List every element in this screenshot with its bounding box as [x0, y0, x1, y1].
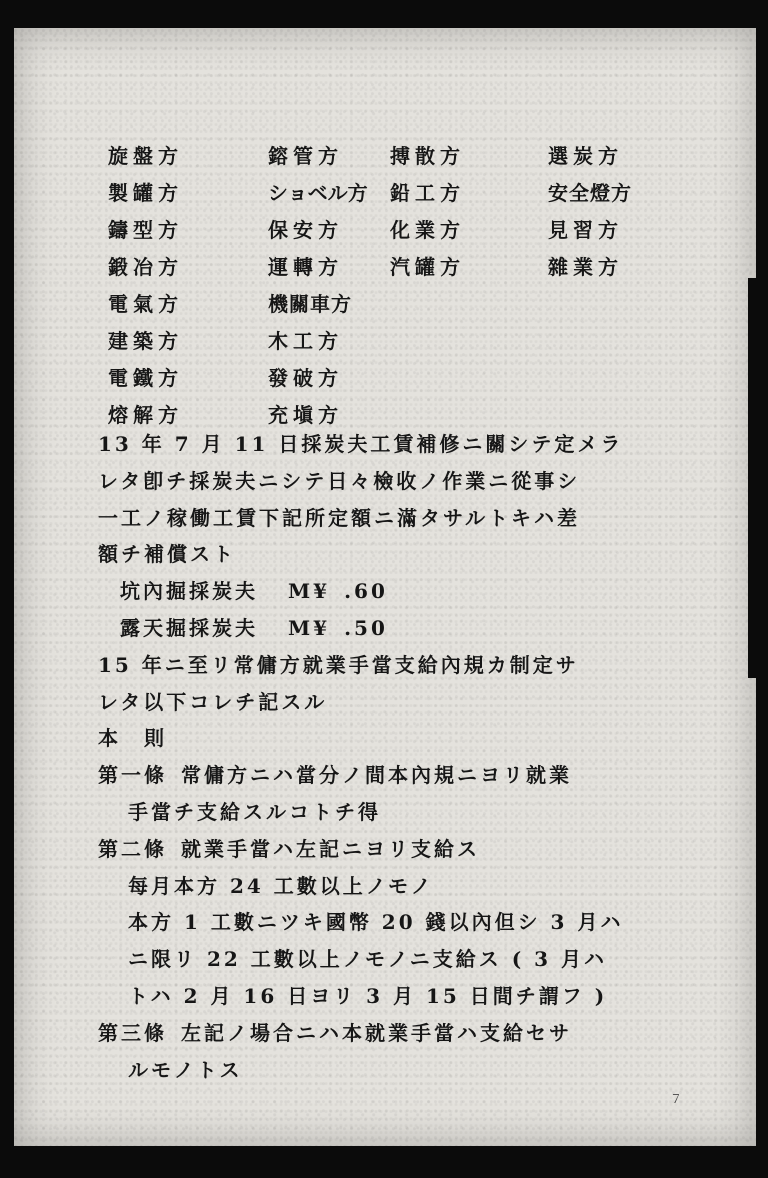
article-text: 就業手當ハ左記ニヨリ支給ス: [181, 836, 480, 861]
article-line: [98, 1015, 718, 1052]
trade-cell: 發破方: [268, 366, 343, 390]
trade-cell: 運轉方: [268, 255, 343, 279]
trade-cell: 熔解方: [108, 403, 183, 427]
trade-cell: 鑄型方: [108, 218, 183, 242]
grid-row: [108, 210, 668, 247]
trade-cell: 安全燈方: [548, 181, 632, 205]
article-line: ニ限リ 22 工數以上ノモノニ支給ス ( 3 月ハ: [128, 947, 608, 972]
body-text: [98, 426, 718, 1088]
trade-cell: 電氣方: [108, 292, 183, 316]
margin-mark: ７: [670, 1092, 683, 1106]
trade-cell: 見習方: [548, 218, 623, 242]
article-label: 第二條: [98, 836, 167, 861]
wage-value: .50: [344, 615, 388, 640]
paragraph-line: 15 年ニ至リ常傭方就業手當支給內規カ制定サ: [98, 652, 579, 677]
article-line: 手當チ支給スルコトチ得: [128, 799, 381, 824]
wage-currency: M¥: [288, 615, 331, 640]
trade-cell: 鎔管方: [268, 144, 343, 168]
wage-label: 露天掘採炭夫: [120, 615, 258, 640]
wage-row: [98, 610, 718, 647]
article-line: ルモノトス: [128, 1057, 243, 1082]
article-line: トハ 2 月 16 日ヨリ 3 月 15 日間チ謂フ ): [128, 983, 608, 1008]
grid-row: [108, 284, 668, 321]
trade-cell: 鉛工方: [390, 181, 465, 205]
article-label: 第一條: [98, 763, 167, 788]
grid-row: [108, 173, 668, 210]
trade-cell: 選炭方: [548, 144, 623, 168]
trade-cell: 搏散方: [390, 144, 465, 168]
paragraph-line: 額チ補償スト: [98, 542, 236, 567]
wage-value: .60: [344, 579, 388, 604]
trade-cell: 電鐵方: [108, 366, 183, 390]
trade-cell: 旋盤方: [108, 144, 183, 168]
wage-label: 坑內掘採炭夫: [120, 579, 258, 604]
document-page: [14, 28, 756, 1146]
paragraph-line: 13 年 7 月 11 日採炭夫工賃補修ニ關シテ定メラ: [98, 432, 624, 456]
trade-cell: 保安方: [268, 218, 343, 242]
page-edge-notch: [748, 278, 756, 678]
article-text: 左記ノ場合ニハ本就業手當ハ支給セサ: [181, 1020, 572, 1045]
article-label: 第三條: [98, 1020, 167, 1045]
paragraph-line: 一工ノ稼働工賃下記所定額ニ滿タサルトキハ差: [98, 505, 580, 530]
trade-cell: ショベル方: [268, 181, 368, 205]
trade-cell: 建築方: [108, 329, 183, 353]
paragraph-line: レタ卽チ採炭夫ニシテ日々檢收ノ作業ニ從事シ: [98, 468, 581, 493]
wage-row: [98, 573, 718, 610]
rules-heading: 本 則: [98, 726, 167, 751]
trade-cell: 製罐方: [108, 181, 183, 205]
grid-row: [108, 136, 668, 173]
article-text: 常傭方ニハ當分ノ間本內規ニヨリ就業: [181, 763, 572, 788]
grid-row: [108, 358, 668, 395]
article-line: 每月本方 24 工數以上ノモノ: [128, 873, 434, 898]
article-line: 本方 1 工數ニツキ國幣 20 錢以內但シ 3 月ハ: [128, 910, 624, 935]
paragraph-line: レタ以下コレチ記スル: [98, 689, 328, 714]
wage-currency: M¥: [288, 579, 331, 604]
trade-cell: 汽罐方: [390, 255, 465, 279]
trades-grid: [108, 136, 668, 432]
trade-cell: 木工方: [268, 329, 343, 353]
grid-row: [108, 247, 668, 284]
article-line: [98, 757, 718, 794]
trade-cell: 雜業方: [548, 255, 623, 279]
trade-cell: 鍛冶方: [108, 255, 183, 279]
article-line: [98, 831, 718, 868]
trade-cell: 充塡方: [268, 403, 343, 427]
trade-cell: 機關車方: [268, 292, 352, 316]
trade-cell: 化業方: [390, 218, 465, 242]
grid-row: [108, 321, 668, 358]
